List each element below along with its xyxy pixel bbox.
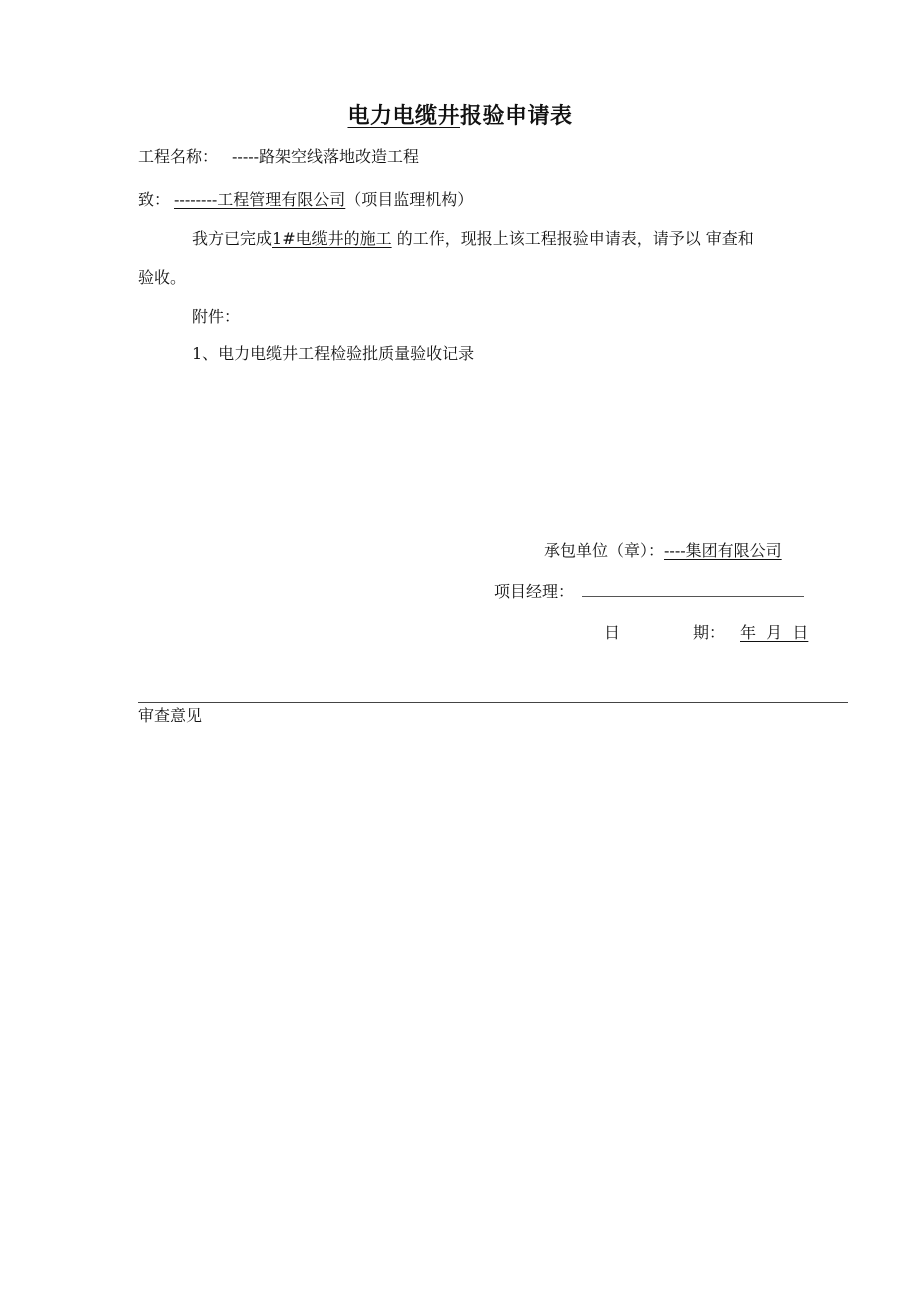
contractor-row (544, 543, 782, 559)
recipient-suffix: （项目监理机构） (345, 190, 474, 209)
body-prefix: 我方已完成 (192, 229, 273, 248)
date-label-1: 日 (604, 623, 621, 642)
body-line-2: 验收。 (138, 268, 187, 287)
section-divider (138, 702, 848, 703)
recipient-row (138, 192, 473, 208)
manager-label: 项目经理： (494, 582, 575, 601)
title-underlined-part: 电力电缆井 (347, 104, 460, 129)
body-suffix: 的工作，现报上该工程报验申请表，请予以 审查和 (391, 229, 754, 248)
page-title (0, 106, 920, 128)
recipient-value: --------工程管理有限公司 (174, 190, 346, 209)
body-fill-in: 1#电缆井的施工 (272, 229, 392, 248)
title-rest: 报验申请表 (460, 104, 573, 129)
project-name-value: -----路架空线落地改造工程 (232, 147, 420, 166)
date-label-2: 期： (693, 623, 726, 642)
manager-row (494, 584, 804, 600)
contractor-label: 承包单位（章）： (544, 541, 665, 560)
contractor-value: ----集团有限公司 (664, 541, 782, 560)
manager-signature-line (582, 595, 804, 597)
attachment-item: 1、电力电缆井工程检验批质量验收记录 (192, 344, 475, 363)
recipient-label: 致： (138, 190, 171, 209)
review-opinion-label: 审查意见 (138, 706, 203, 725)
date-value: 年 月 日 (740, 623, 809, 642)
project-name-row (138, 149, 419, 165)
project-name-label: 工程名称： (138, 147, 219, 166)
attachments-label: 附件： (192, 307, 241, 326)
body-line-1 (192, 231, 754, 247)
